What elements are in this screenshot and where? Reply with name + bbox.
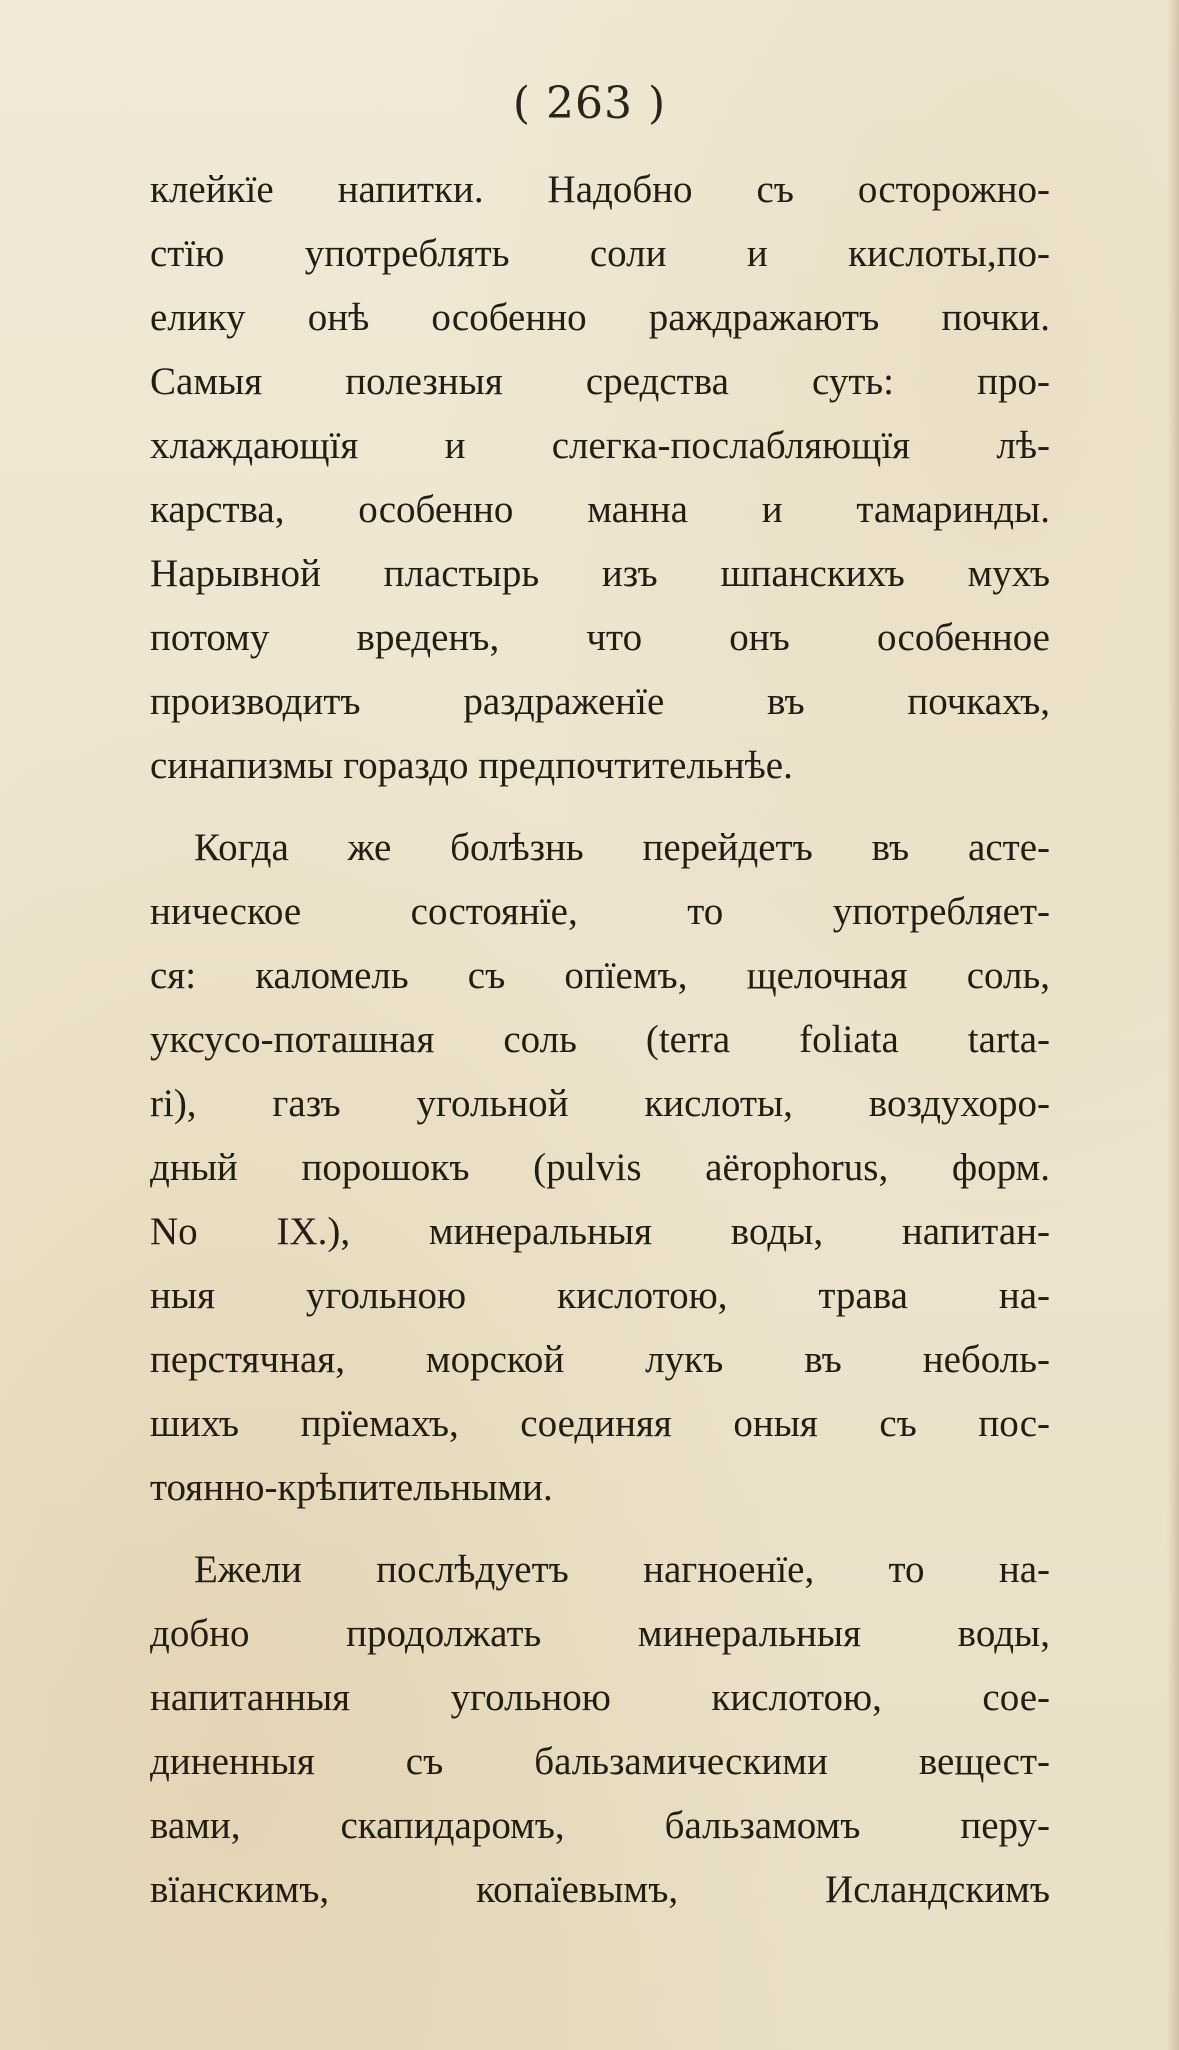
- text-line: елику онѣ особенно раждражаютъ почки.: [150, 296, 1050, 339]
- text-line: Нарывной пластырь изъ шпанскихъ мухъ: [150, 552, 1050, 595]
- text-line: стїю употреблять соли и кислоты,по-: [150, 232, 1050, 275]
- text-line: вїанскимъ, копаїевымъ, Исландскимъ: [150, 1868, 1050, 1911]
- text-line: напитанныя угольною кислотою, сое-: [150, 1676, 1050, 1719]
- text-line: синапизмы гораздо предпочтительнѣе.: [150, 744, 793, 787]
- text-line: добно продолжать минеральныя воды,: [150, 1612, 1050, 1655]
- text-line: Когда же болѣзнь перейдетъ въ асте-: [194, 826, 1050, 869]
- text-line: No IX.), минеральныя воды, напитан-: [150, 1210, 1050, 1253]
- page-number: ( 263 ): [512, 78, 667, 129]
- paragraph-2: [150, 816, 1050, 1520]
- text-line: ныя угольною кислотою, трава на-: [150, 1274, 1050, 1317]
- text-line: потому вреденъ, что онъ особенное: [150, 616, 1050, 659]
- text-line: дный порошокъ (pulvis aërophorus, форм.: [150, 1146, 1050, 1189]
- text-line: ri), газъ угольной кислоты, воздухоро-: [150, 1082, 1050, 1125]
- paragraph-1: [150, 158, 1050, 798]
- text-line: клейкїе напитки. Надобно съ осторожно-: [150, 168, 1050, 211]
- text-line: ническое состоянїе, то употребляет-: [150, 890, 1050, 933]
- text-line: Самыя полезныя средства суть: про-: [150, 360, 1050, 403]
- text-line: диненныя съ бальзамическими вещест-: [150, 1740, 1050, 1783]
- text-line: производитъ раздраженїе въ почкахъ,: [150, 680, 1050, 723]
- body-text: [150, 158, 1050, 1922]
- text-line: уксусо-поташная соль (terra foliata tarta-: [150, 1018, 1050, 1061]
- text-line: перстячная, морской лукъ въ неболь-: [150, 1338, 1050, 1381]
- text-line: карства, особенно манна и тамаринды.: [150, 488, 1050, 531]
- page-edge-shadow: [1167, 0, 1179, 2050]
- text-line: вами, скапидаромъ, бальзамомъ перу-: [150, 1804, 1050, 1847]
- paragraph-3: [150, 1538, 1050, 1922]
- text-line: шихъ прїемахъ, соединяя оныя съ пос-: [150, 1402, 1050, 1445]
- text-line: ся: каломель съ опїемъ, щелочная соль,: [150, 954, 1050, 997]
- text-line: Ежели послѣдуетъ нагноенїе, то на-: [194, 1548, 1050, 1591]
- text-line: хлаждающїя и слегка-послабляющїя лѣ-: [150, 424, 1050, 467]
- text-line: тоянно-крѣпительными.: [150, 1466, 553, 1509]
